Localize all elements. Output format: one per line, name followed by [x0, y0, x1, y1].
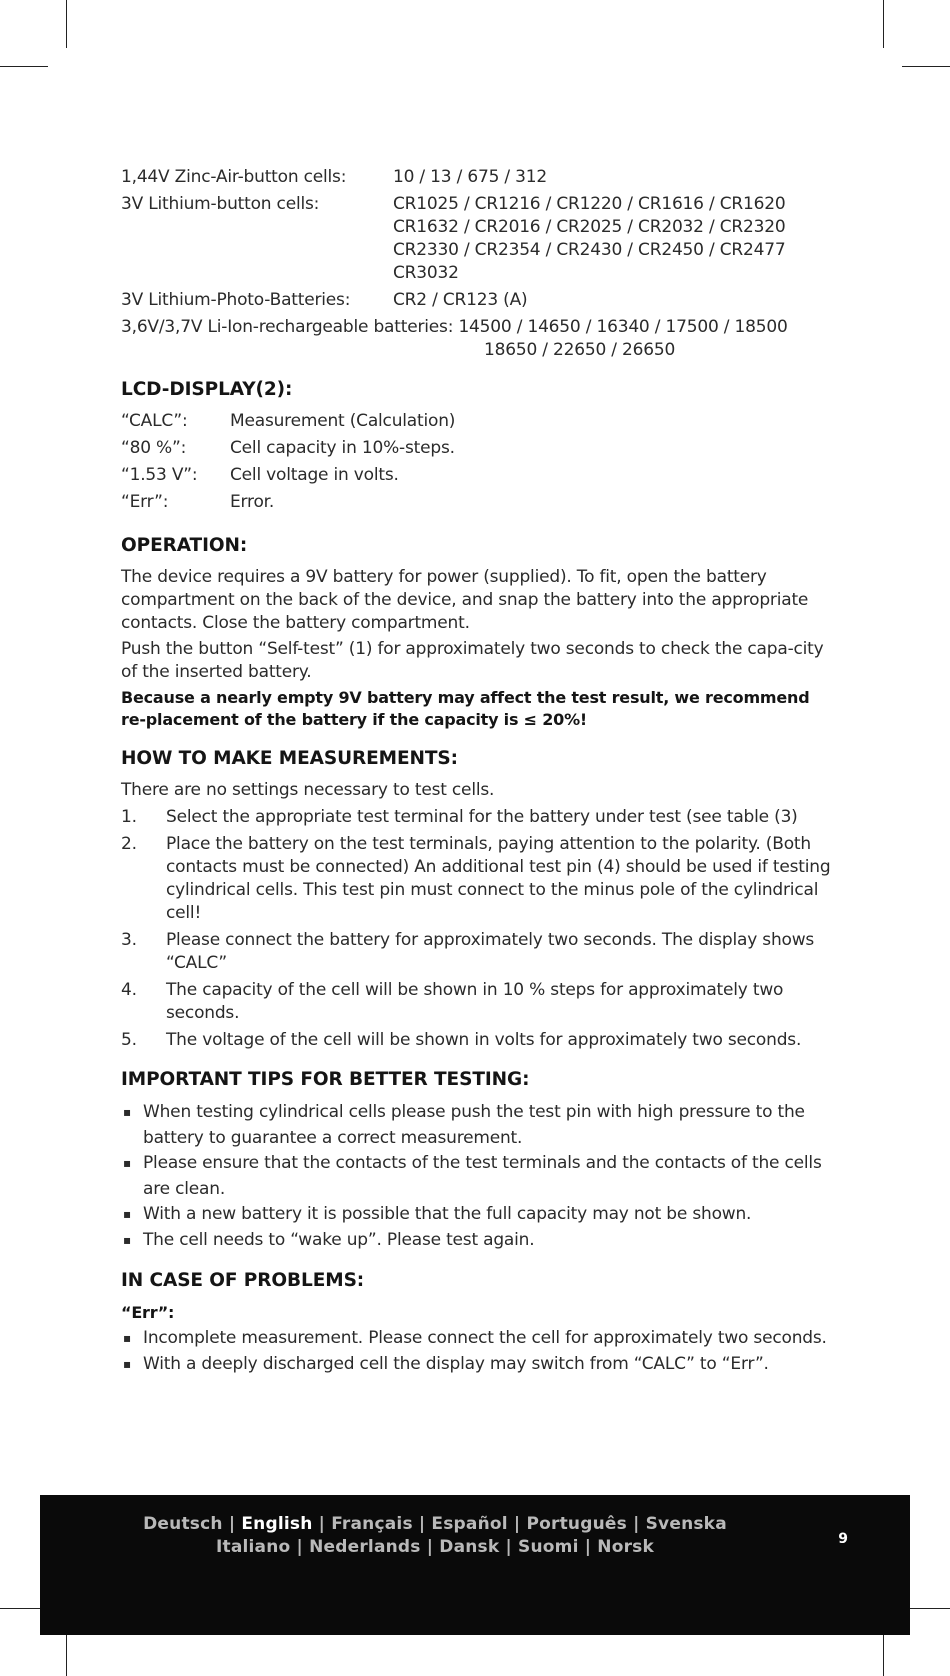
tips-heading: IMPORTANT TIPS FOR BETTER TESTING:	[121, 1069, 530, 1090]
spec-label: 3,6V/3,7V Li-Ion-rechargeable batteries:	[121, 317, 454, 337]
spec-value-line: CR1632 / CR2016 / CR2025 / CR2032 / CR2320	[393, 217, 786, 237]
problems-list	[121, 1326, 831, 1377]
measure-heading: HOW TO MAKE MEASUREMENTS:	[121, 748, 458, 769]
lcd-row	[121, 464, 831, 491]
lcd-list	[121, 410, 831, 518]
crop-mark	[902, 66, 950, 67]
problem-text: Incomplete measurement. Please connect the cell for approximately two seconds.	[143, 1328, 827, 1348]
operation-paragraph: The device requires a 9V battery for power (supplied). To fit, open the battery compartment on the back of the device, and snap the battery into the appropriate contacts. Close the battery compartment.	[121, 567, 809, 633]
spec-values	[393, 193, 831, 285]
language-links	[40, 1513, 830, 1559]
lcd-value: Cell capacity in 10%-steps.	[230, 438, 455, 458]
lcd-heading: LCD-DISPLAY(2):	[121, 379, 293, 400]
lcd-row	[121, 410, 831, 437]
tip-text: The cell needs to “wake up”. Please test again.	[143, 1229, 535, 1250]
language-link-norsk[interactable]: Norsk	[597, 1537, 654, 1557]
spec-row	[121, 316, 831, 362]
language-line: Italiano | Nederlands | Dansk | Suomi | Norsk	[215, 1537, 654, 1557]
step-number: 3.	[121, 930, 137, 950]
square-bullet-icon: ▪	[123, 1207, 131, 1221]
spec-label: 3V Lithium-Photo-Batteries:	[121, 290, 351, 310]
step-item	[121, 979, 831, 1025]
tip-text: When testing cylindrical cells please push the test pin with high pressure to the battery to guarantee a correct measurement.	[143, 1102, 805, 1148]
crop-mark	[66, 1628, 67, 1676]
lcd-row	[121, 491, 831, 518]
measure-intro: There are no settings necessary to test cells.	[121, 780, 495, 800]
tip-text: Please ensure that the contacts of the test terminals and the contacts of the cells are clean.	[143, 1153, 822, 1199]
tip-item	[121, 1202, 831, 1228]
language-link-espanol[interactable]: Español	[431, 1514, 508, 1534]
lcd-key: “CALC”:	[121, 411, 188, 431]
spec-values	[393, 166, 831, 189]
crop-mark	[66, 0, 67, 48]
lcd-key: “1.53 V”:	[121, 465, 198, 485]
square-bullet-icon: ▪	[123, 1331, 131, 1345]
spec-label: 1,44V Zinc-Air-button cells:	[121, 167, 347, 187]
crop-mark	[0, 66, 48, 67]
language-link-francais[interactable]: Français	[331, 1514, 413, 1534]
language-link-suomi[interactable]: Suomi	[518, 1537, 579, 1557]
spec-value-line: CR2 / CR123 (A)	[393, 290, 528, 310]
square-bullet-icon: ▪	[123, 1105, 131, 1119]
lcd-key: “Err”:	[121, 492, 169, 512]
step-number: 4.	[121, 980, 137, 1000]
step-text: The voltage of the cell will be shown in volts for approximately two seconds.	[166, 1030, 802, 1050]
spec-value-line: CR2330 / CR2354 / CR2430 / CR2450 / CR2477	[393, 240, 786, 260]
tip-text: With a new battery it is possible that the full capacity may not be shown.	[143, 1204, 752, 1224]
page-number: 9	[838, 1531, 848, 1547]
step-item	[121, 833, 831, 925]
lcd-value: Measurement (Calculation)	[230, 411, 456, 431]
language-link-portugues[interactable]: Português	[526, 1514, 627, 1534]
square-bullet-icon: ▪	[123, 1156, 131, 1170]
language-link-deutsch[interactable]: Deutsch	[143, 1514, 223, 1534]
square-bullet-icon: ▪	[123, 1232, 131, 1247]
step-text: Please connect the battery for approximately two seconds. The display shows “CALC”	[166, 930, 815, 973]
spec-values	[393, 289, 831, 312]
step-number: 2.	[121, 834, 137, 854]
operation-paragraph: Push the button “Self-test” (1) for approximately two seconds to check the capa-city of the inserted battery.	[121, 639, 824, 682]
err-label: “Err”:	[121, 1303, 175, 1322]
language-link-italiano[interactable]: Italiano	[215, 1537, 291, 1557]
step-item	[121, 1029, 831, 1052]
crop-mark	[883, 0, 884, 48]
spec-row	[121, 166, 831, 189]
spec-value-line: CR1025 / CR1216 / CR1220 / CR1616 / CR1620	[393, 194, 786, 214]
spec-value-line: 14500 / 14650 / 16340 / 17500 / 18500	[458, 317, 788, 337]
spec-label: 3V Lithium-button cells:	[121, 194, 320, 214]
spec-value-line: CR3032	[393, 263, 459, 283]
tip-item	[121, 1228, 831, 1254]
square-bullet-icon: ▪	[123, 1356, 131, 1371]
step-item	[121, 806, 831, 829]
spec-value-line: 10 / 13 / 675 / 312	[393, 167, 547, 187]
crop-mark	[883, 1628, 884, 1676]
battery-spec-list	[121, 166, 831, 362]
spec-row	[121, 289, 831, 312]
tip-item	[121, 1151, 831, 1202]
lcd-value: Cell voltage in volts.	[230, 465, 399, 485]
problem-item	[121, 1352, 831, 1378]
problem-text: With a deeply discharged cell the display may switch from “CALC” to “Err”.	[143, 1353, 769, 1374]
measure-steps	[121, 806, 831, 1052]
tip-item	[121, 1100, 831, 1151]
lcd-value: Error.	[230, 492, 275, 512]
lcd-row	[121, 437, 831, 464]
language-footer	[40, 1495, 910, 1635]
step-text: The capacity of the cell will be shown in 10 % steps for approximately two seconds.	[166, 980, 784, 1023]
language-link-dansk[interactable]: Dansk	[439, 1537, 500, 1557]
operation-warning: Because a nearly empty 9V battery may affect the test result, we recommend re-placement of the battery if the capacity is ≤ 20%!	[121, 688, 810, 729]
tips-list	[121, 1100, 831, 1253]
step-number: 1.	[121, 807, 137, 827]
step-number: 5.	[121, 1030, 137, 1050]
spec-value-line: 18650 / 22650 / 26650	[484, 340, 676, 360]
step-text: Place the battery on the test terminals, paying attention to the polarity. (Both contacts must be connected) An additional test pin (4) should be used if testing cylindrical cells. This test pin must connect to the minus pole of the cylindrical cell!	[166, 834, 831, 923]
step-text: Select the appropriate test terminal for the battery under test (see table (3)	[166, 807, 798, 827]
manual-page	[121, 166, 831, 1377]
language-link-nederlands[interactable]: Nederlands	[309, 1537, 421, 1557]
language-line: Deutsch | English | Français | Español | Português | Svenska	[143, 1514, 727, 1534]
spec-row	[121, 193, 831, 285]
language-link-english[interactable]: English	[241, 1514, 313, 1534]
language-link-svenska[interactable]: Svenska	[645, 1514, 727, 1534]
problem-item	[121, 1326, 831, 1352]
step-item	[121, 929, 831, 975]
operation-heading: OPERATION:	[121, 535, 248, 556]
lcd-key: “80 %”:	[121, 438, 187, 458]
problems-heading: IN CASE OF PROBLEMS:	[121, 1270, 365, 1291]
